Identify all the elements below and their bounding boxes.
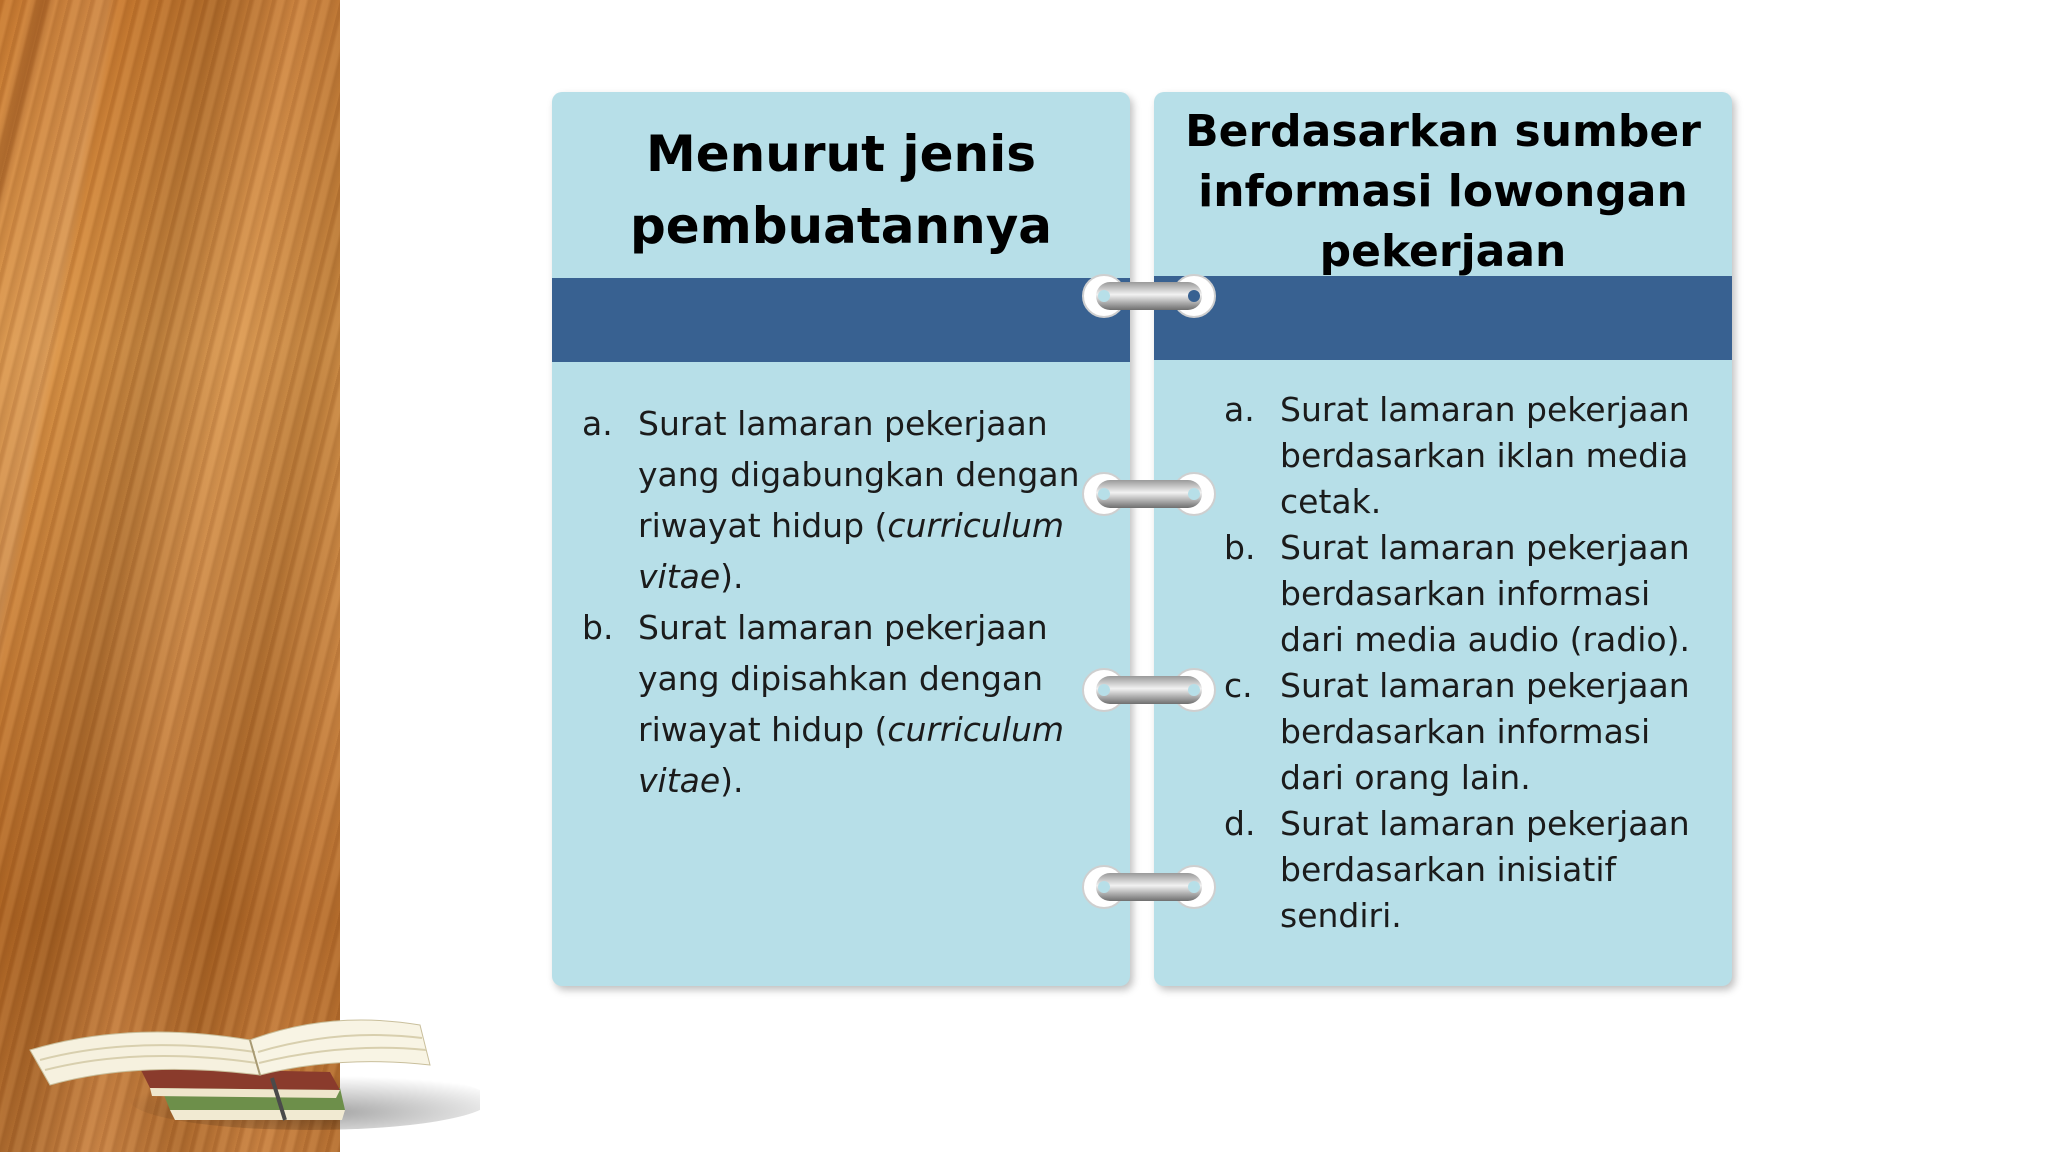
list-item-line: [638, 755, 1112, 806]
right-title-line-3: pekerjaan: [1319, 226, 1567, 277]
left-title-line-1: Menurut jenis: [646, 125, 1036, 183]
list-item-text: ).: [720, 761, 744, 800]
list-item-text: ).: [720, 557, 744, 596]
left-card-list: [582, 398, 1112, 806]
left-card: [552, 92, 1130, 986]
left-card-title: [552, 118, 1130, 262]
book-stack-icon: [10, 980, 480, 1140]
list-item-line: berdasarkan informasi: [1280, 712, 1651, 751]
right-card-list: [1224, 387, 1714, 939]
list-item: [1224, 525, 1714, 663]
binder-ring-icon: [1082, 665, 1216, 715]
list-marker: a.: [582, 404, 613, 443]
list-item: [582, 398, 1112, 602]
list-item-line: Surat lamaran pekerjaan: [638, 608, 1048, 647]
list-marker: d.: [1224, 804, 1256, 843]
list-marker: b.: [1224, 528, 1256, 567]
list-item-line: Surat lamaran pekerjaan: [1280, 528, 1690, 567]
list-item-italic: vitae: [638, 761, 721, 800]
list-item-line: Surat lamaran pekerjaan: [1280, 666, 1690, 705]
list-item-line: dari media audio (radio).: [1280, 620, 1690, 659]
list-item-line: [638, 704, 1112, 755]
list-item-line: sendiri.: [1280, 896, 1402, 935]
list-marker: c.: [1224, 666, 1253, 705]
list-item-line: dari orang lain.: [1280, 758, 1531, 797]
list-marker: b.: [582, 608, 614, 647]
list-item-line: [638, 551, 1112, 602]
list-item-line: berdasarkan iklan media: [1280, 436, 1689, 475]
list-item-line: [638, 500, 1112, 551]
list-item-italic: curriculum: [887, 506, 1065, 545]
list-item-line: yang digabungkan dengan: [638, 455, 1080, 494]
list-marker: a.: [1224, 390, 1255, 429]
list-item-text: riwayat hidup (: [638, 506, 888, 545]
list-item-italic: curriculum: [887, 710, 1065, 749]
list-item-italic: vitae: [638, 557, 721, 596]
list-item-line: Surat lamaran pekerjaan: [638, 404, 1048, 443]
binder-ring-icon: [1082, 469, 1216, 519]
right-card-title: [1154, 102, 1732, 282]
list-item-line: yang dipisahkan dengan: [638, 659, 1044, 698]
list-item-line: berdasarkan inisiatif: [1280, 850, 1617, 889]
list-item-line: Surat lamaran pekerjaan: [1280, 804, 1690, 843]
binder-ring-icon: [1082, 862, 1216, 912]
right-card-band: [1154, 276, 1732, 360]
list-item-line: cetak.: [1280, 482, 1382, 521]
list-item-line: berdasarkan informasi: [1280, 574, 1651, 613]
list-item: [1224, 663, 1714, 801]
right-title-line-2: informasi lowongan: [1198, 166, 1688, 217]
list-item-line: Surat lamaran pekerjaan: [1280, 390, 1690, 429]
left-title-line-2: pembuatannya: [629, 197, 1053, 255]
right-card: [1154, 92, 1732, 986]
left-card-band: [552, 278, 1130, 362]
list-item: [1224, 387, 1714, 525]
list-item: [1224, 801, 1714, 939]
list-item: [582, 602, 1112, 806]
list-item-text: riwayat hidup (: [638, 710, 888, 749]
right-title-line-1: Berdasarkan sumber: [1185, 106, 1701, 157]
